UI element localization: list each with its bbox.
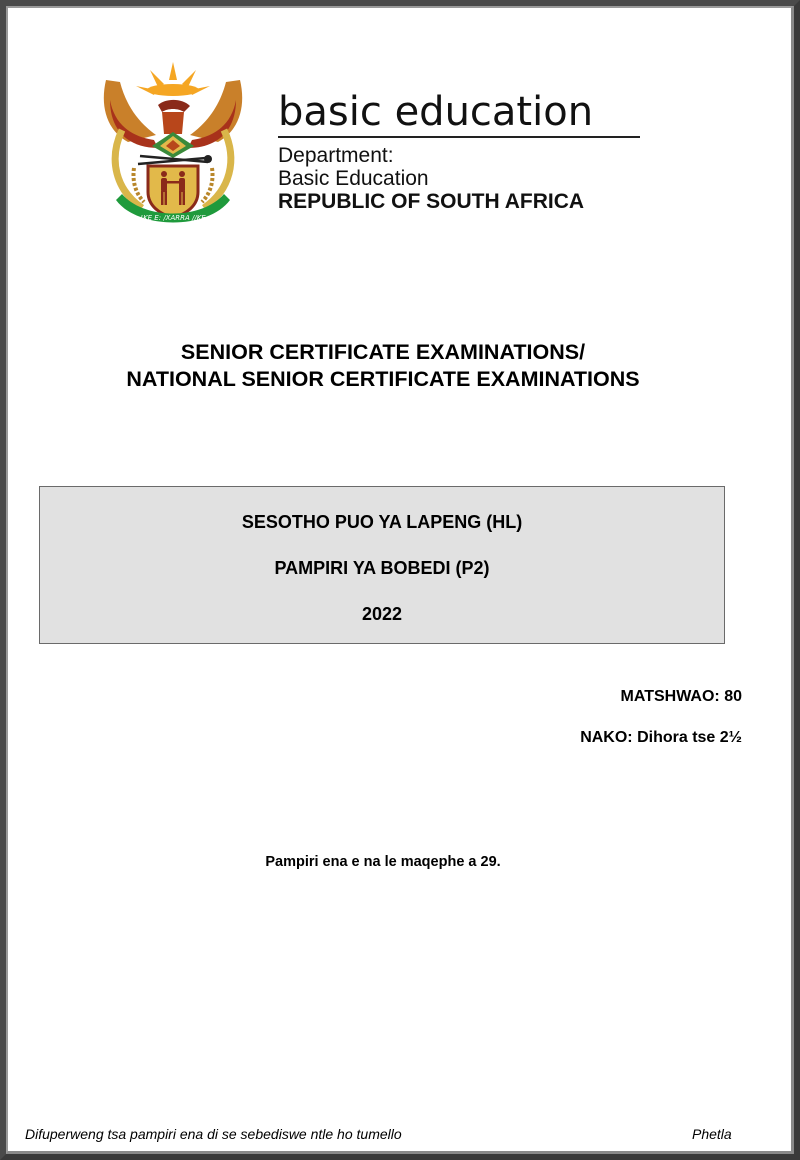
copyright-notice: Difuperweng tsa pampiri ena di se sebediswe ntle ho tumello: [25, 1126, 402, 1142]
brand-country: REPUBLIC OF SOUTH AFRICA: [278, 190, 585, 213]
page-count-note: Pampiri ena e na le maqephe a 29.: [265, 854, 501, 870]
coat-of-arms-icon: [98, 60, 248, 230]
marks-total: MATSHWAO: 80: [620, 688, 742, 705]
exam-headline: [0, 339, 766, 393]
headline-line-2: NATIONAL SENIOR CERTIFICATE EXAMINATIONS: [126, 367, 640, 391]
subject-name: SESOTHO PUO YA LAPENG (HL): [241, 512, 523, 532]
brand-title: basic education: [278, 90, 640, 138]
paper-number: PAMPIRI YA BOBEDI (P2): [274, 558, 490, 578]
headline-line-1: SENIOR CERTIFICATE EXAMINATIONS/: [180, 340, 586, 364]
time-allowed: NAKO: Dihora tse 2½: [580, 729, 742, 746]
brand-department-name: Basic Education: [278, 167, 429, 190]
turn-over-note: Phetla: [692, 1126, 732, 1142]
subject-box: [39, 486, 725, 644]
department-branding: [278, 90, 640, 213]
brand-department-label: Department:: [278, 144, 394, 167]
svg-text:!KE E: /XARRA //KE: !KE E: /XARRA //KE: [140, 214, 206, 222]
exam-year: 2022: [361, 604, 403, 624]
